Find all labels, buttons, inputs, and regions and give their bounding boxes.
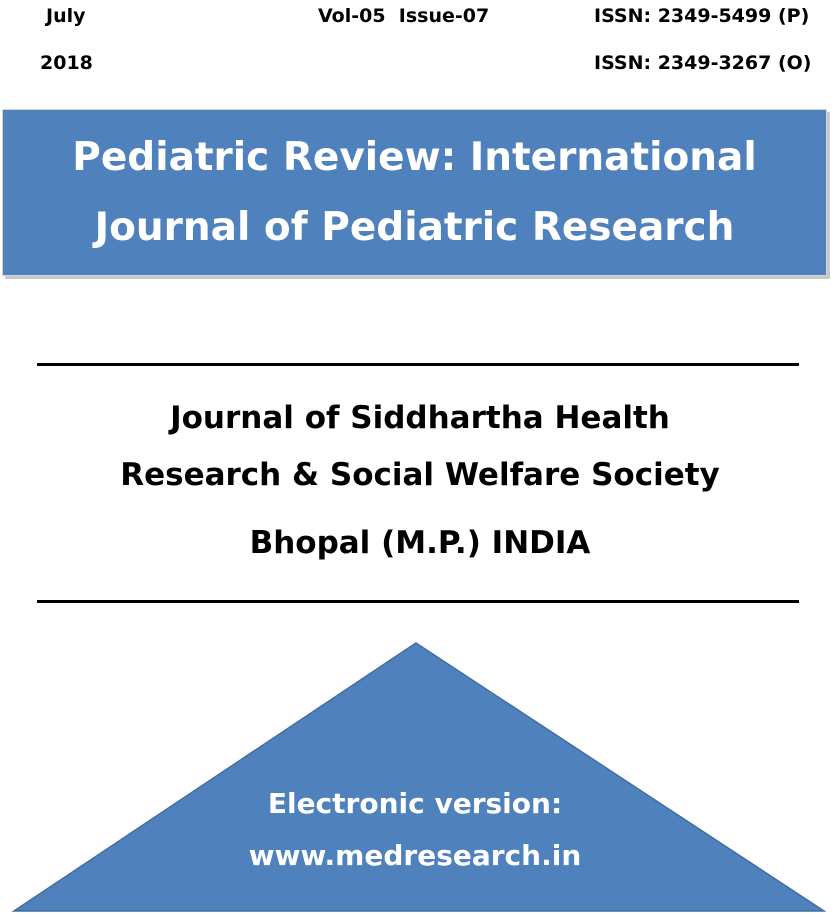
- volume-issue: Vol-05 Issue-07: [318, 5, 490, 27]
- journal-title-line-1: Pediatric Review: International: [72, 134, 757, 180]
- society-location: Bhopal (M.P.) INDIA: [249, 525, 591, 561]
- issue-year: 2018: [40, 52, 93, 74]
- issn-print: ISSN: 2349-5499 (P): [594, 5, 810, 27]
- issn-online: ISSN: 2349-3267 (O): [594, 52, 812, 74]
- society-name-line-2: Research & Social Welfare Society: [120, 457, 720, 493]
- journal-title-line-2: Journal of Pediatric Research: [94, 204, 735, 250]
- website-url: www.medresearch.in: [248, 839, 582, 872]
- electronic-version-label: Electronic version:: [267, 787, 563, 820]
- society-name-line-1: Journal of Siddhartha Health: [170, 400, 670, 436]
- issue-month: July: [46, 5, 86, 27]
